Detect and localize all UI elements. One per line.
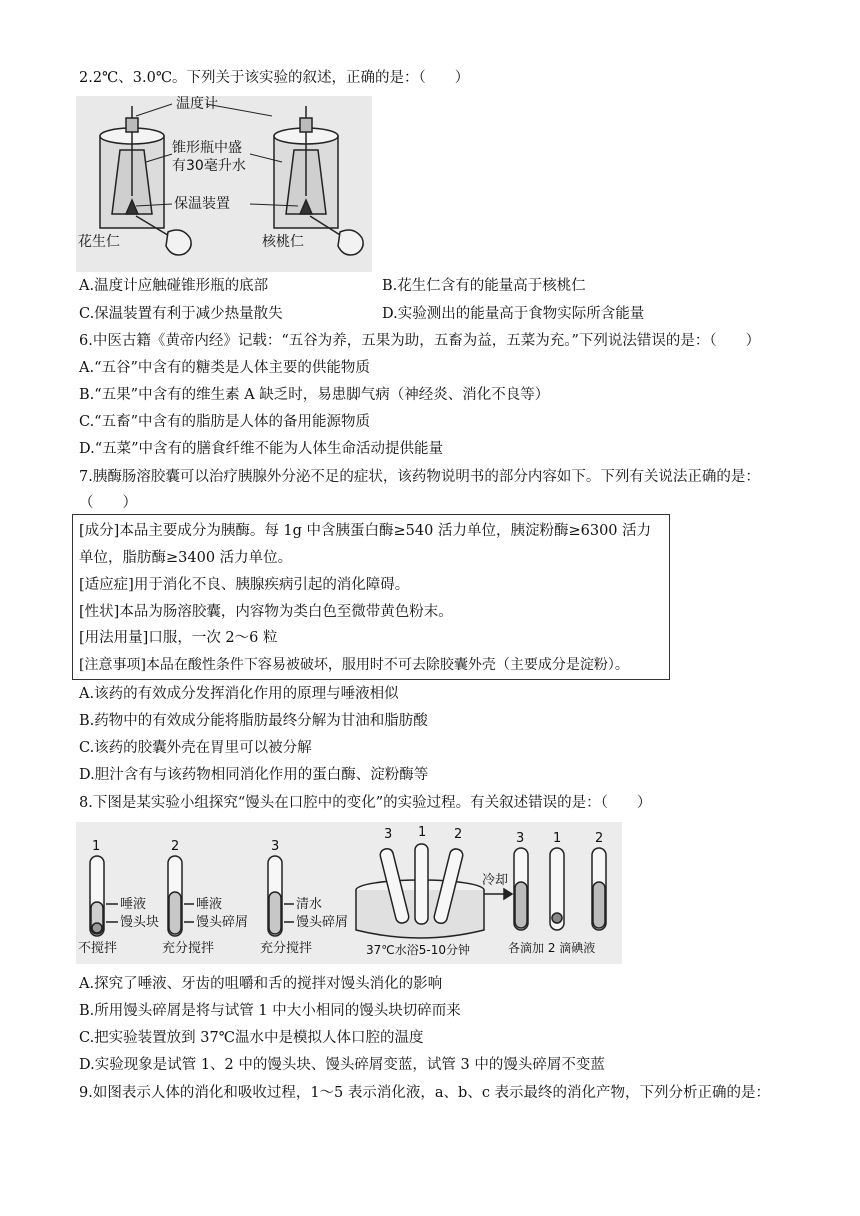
box-line: [性状]本品为肠溶胶囊，内容物为类白色至微带黄色粉末。	[79, 604, 453, 620]
q8-option-d: D.实验现象是试管 1、2 中的馒头块、馒头碎屑变蓝，试管 3 中的馒头碎屑不变蓝	[79, 1057, 605, 1073]
box-line: 单位，脂肪酶≥3400 活力单位。	[79, 550, 293, 566]
q5-option-d: D.实验测出的能量高于食物实际所含能量	[382, 306, 645, 322]
q5-option-b: B.花生仁含有的能量高于核桃仁	[382, 278, 586, 294]
bread-experiment-figure	[76, 822, 622, 964]
saliva-label-2: 唾液	[196, 897, 223, 912]
box-line: [注意事项]本品在酸性条件下容易被破坏，服用时不可去除胶囊外壳（主要成分是淀粉）。	[79, 657, 629, 673]
q6-option-a: A.“五谷”中含有的糖类是人体主要的供能物质	[79, 360, 370, 376]
insulation-label: 保温装置	[174, 196, 230, 212]
water-bath-label: 37℃水浴5-10分钟	[366, 943, 470, 957]
iodine-label: 各滴加 2 滴碘液	[508, 941, 596, 955]
thermometer-label: 温度计	[176, 96, 218, 112]
q5-option-a: A.温度计应触碰锥形瓶的底部	[79, 278, 269, 294]
flask-label-2: 有30毫升水	[172, 158, 246, 174]
flask-label-1: 锥形瓶中盛	[172, 140, 242, 156]
bath-tube-3-number: 3	[384, 827, 393, 842]
after-tube-2-number: 2	[595, 831, 604, 846]
drug-label-box	[72, 514, 670, 680]
calorimeter-figure	[76, 96, 372, 272]
q8-option-a: A.探究了唾液、牙齿的咀嚼和舌的搅拌对馒头消化的影响	[79, 976, 443, 992]
box-line: [成分]本品主要成分为胰酶。每 1g 中含胰蛋白酶≥540 活力单位，胰淀粉酶≥6300 活力	[79, 523, 652, 539]
after-tube-3-number: 3	[516, 831, 525, 846]
water-label: 清水	[296, 897, 323, 912]
tube-3-number: 3	[271, 839, 280, 854]
after-tube-1-number: 1	[553, 831, 562, 846]
q9-stem: 9.如图表示人体的消化和吸收过程，1～5 表示消化液，a、b、c 表示最终的消化产物，下列分析正确的是：	[79, 1085, 771, 1101]
q7-stem-bracket: （ ）	[79, 495, 137, 511]
peanut-label: 花生仁	[78, 234, 120, 250]
walnut-label: 核桃仁	[262, 234, 304, 250]
stir-label-2: 充分搅拌	[162, 941, 215, 956]
q6-stem: 6.中医古籍《黄帝内经》记载：“五谷为养，五果为助，五畜为益，五菜为充。”下列说法错误的是：（ ）	[79, 333, 761, 349]
q8-option-b: B.所用馒头碎屑是将与试管 1 中大小相同的馒头块切碎而来	[79, 1003, 461, 1019]
bath-tube-1-number: 1	[418, 825, 427, 840]
q7-stem: 7.胰酶肠溶胶囊可以治疗胰腺外分泌不足的症状，该药物说明书的部分内容如下。下列有关说法正确的是：	[79, 469, 760, 485]
bread-block-label: 馒头块	[120, 915, 160, 930]
cool-label: 冷却	[482, 873, 509, 888]
tube-1-number: 1	[92, 839, 101, 854]
q5-stem: 2.2℃、3.0℃。下列关于该实验的叙述，正确的是：（ ）	[79, 70, 470, 86]
q6-option-b: B.“五果”中含有的维生素 A 缺乏时，易患脚气病（神经炎、消化不良等）	[79, 387, 550, 403]
bread-crumbs-label-2: 馒头碎屑	[196, 915, 249, 930]
q6-option-d: D.“五菜”中含有的膳食纤维不能为人体生命活动提供能量	[79, 441, 444, 457]
q7-option-d: D.胆汁含有与该药物相同消化作用的蛋白酶、淀粉酶等	[79, 767, 429, 783]
bath-tube-2-number: 2	[454, 827, 463, 842]
q7-option-a: A.该药的有效成分发挥消化作用的原理与唾液相似	[79, 686, 399, 702]
box-line: [用法用量]口服，一次 2～6 粒	[79, 630, 278, 646]
box-line: [适应症]用于消化不良、胰腺疾病引起的消化障碍。	[79, 577, 410, 593]
stir-label-3: 充分搅拌	[260, 941, 313, 956]
bread-crumbs-label-3: 馒头碎屑	[296, 915, 349, 930]
saliva-label-1: 唾液	[120, 897, 147, 912]
q7-option-b: B.药物中的有效成分能将脂肪最终分解为甘油和脂肪酸	[79, 713, 428, 729]
q8-stem: 8.下图是某实验小组探究“馒头在口腔中的变化”的实验过程。有关叙述错误的是：（ ）	[79, 795, 652, 811]
q8-option-c: C.把实验装置放到 37℃温水中是模拟人体口腔的温度	[79, 1030, 424, 1046]
q6-option-c: C.“五畜”中含有的脂肪是人体的备用能源物质	[79, 414, 371, 430]
q7-option-c: C.该药的胶囊外壳在胃里可以被分解	[79, 740, 312, 756]
q5-option-c: C.保温装置有利于减少热量散失	[79, 306, 283, 322]
no-stir-label: 不搅拌	[78, 941, 118, 956]
tube-2-number: 2	[171, 839, 180, 854]
